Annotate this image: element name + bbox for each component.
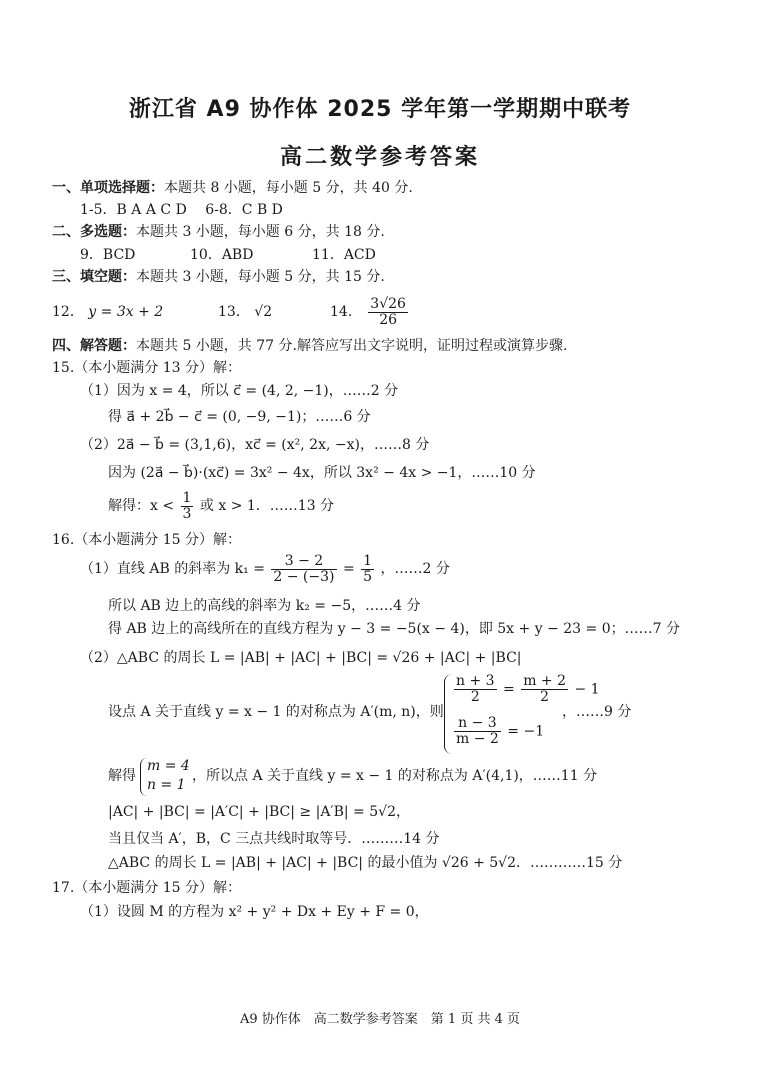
answer-12-num: 12． [52, 304, 84, 320]
q15-line-5-start: 解得：x < [108, 498, 175, 514]
q16-sys2-end: = −1 [507, 723, 545, 740]
section-4-desc: 本题共 5 小题，共 77 分.解答应写出文字说明，证明过程或演算步骤. [136, 338, 568, 354]
q16-sys1-equals: = [503, 681, 515, 698]
q16-line-6-start: 解得 [108, 768, 136, 784]
answer-12 [52, 302, 163, 322]
q16-slope-result-den: 5 [363, 568, 373, 585]
section-1 [52, 178, 413, 198]
answer-13-num: 13． [218, 304, 250, 320]
section-4 [52, 336, 567, 356]
answer-14-denominator: 26 [379, 311, 398, 328]
q17-heading: 17.（本小题满分 15 分）解： [52, 880, 241, 896]
q16-sys2-frac [454, 716, 501, 747]
q15-heading: 15.（本小题满分 13 分）解： [52, 360, 241, 376]
q16-line-7: |AC| + |BC| = |A′C| + |BC| ≥ |A′B| = 5√2， [108, 804, 410, 820]
section-1-desc: 本题共 8 小题，每小题 5 分，共 40 分. [164, 180, 413, 196]
answer-14-fraction [368, 297, 408, 328]
q15-fraction [181, 491, 194, 522]
q16-line-5-score: ，……9 分 [562, 704, 632, 720]
q16-line-6-end: ，所以点 A 关于直线 y = x − 1 的对称点为 A′(4,1)，……11 分 [192, 768, 598, 784]
q16-line-3: 得 AB 边上的高线所在的直线方程为 y − 3 = −5(x − 4)，即 5x + y − 23 = 0；……7 分 [108, 621, 680, 637]
q15-line-3: （2）2a⃗ − b⃗ = (3,1,6)，xc⃗ = (x², 2x, −x)，……8 分 [80, 437, 430, 453]
q15-fraction-den: 3 [182, 505, 192, 522]
answer-13 [218, 302, 272, 322]
q16-sys1-frac-a [454, 674, 497, 705]
document-title: 浙江省 A9 协作体 2025 学年第一学期期中联考 [128, 97, 632, 122]
q15-line-5 [108, 486, 334, 526]
answer-12-value: y = 3x + 2 [88, 304, 164, 320]
section-4-label: 四、解答题： [52, 338, 136, 354]
answer-11: 11．ACD [312, 247, 376, 263]
q16-result-m: m = 4 [147, 758, 190, 774]
q16-line-8: 当且仅当 A′，B，C 三点共线时取等号．………14 分 [108, 831, 440, 847]
section-3 [52, 267, 385, 287]
q16-sys1-a-den: 2 [470, 689, 480, 705]
q16-slope-den: 2 − (−3) [273, 568, 335, 585]
page-footer: A9 协作体 高二数学参考答案 第 1 页 共 4 页 [240, 1012, 520, 1027]
q16-slope-num: 3 − 2 [271, 554, 336, 570]
q16-slope-equals: = [342, 561, 355, 577]
q16-slope-result [361, 554, 374, 585]
answer-10: 10．ABD [190, 247, 254, 263]
q16-line-5: 设点 A 关于直线 y = x − 1 的对称点为 A′(m, n)，则 [108, 704, 444, 720]
answer-14-numerator: 3√26 [370, 295, 406, 312]
q16-sys1-a-num: n + 3 [456, 673, 495, 689]
q16-result-brace [140, 758, 147, 796]
section-3-label: 三、填空题： [52, 269, 136, 285]
answer-14 [330, 292, 410, 332]
q17-line-1: （1）设圆 M 的方程为 x² + y² + Dx + Ey + F = 0， [80, 904, 429, 920]
q15-line-4: 因为 (2a⃗ − b⃗)·(xc⃗) = 3x² − 4x，所以 3x² − 4x > −1，……10 分 [108, 465, 536, 481]
q15-line-2: 得 a⃗ + 2b⃗ − c⃗ = (0, −9, −1)；……6 分 [108, 409, 371, 425]
q16-slope-score: ，……2 分 [380, 561, 450, 577]
q16-slope-label: （1）直线 AB 的斜率为 k₁ = [80, 561, 265, 577]
q16-system-eq-1 [452, 674, 600, 705]
q16-slope-fraction [271, 554, 336, 585]
section-1-answers: 1-5．B A A C D 6-8．C B D [80, 202, 283, 218]
section-3-desc: 本题共 3 小题，每小题 5 分，共 15 分. [136, 269, 385, 285]
q16-sys2-num: n − 3 [454, 716, 501, 732]
q16-sys1-end: − 1 [574, 681, 600, 698]
q16-sys1-frac-b [521, 674, 568, 705]
q16-line-4: （2）△ABC 的周长 L = |AB| + |AC| + |BC| = √26 + |AC| + |BC| [80, 650, 522, 666]
section-2-label: 二、多选题： [52, 224, 136, 240]
section-1-label: 一、单项选择题： [52, 180, 164, 196]
q16-result-n: n = 1 [147, 777, 186, 793]
q16-result-system [147, 757, 190, 795]
section-2-desc: 本题共 3 小题，每小题 6 分，共 18 分. [136, 224, 385, 240]
q16-heading: 16.（本小题满分 15 分）解： [52, 532, 241, 548]
q16-line-1 [80, 549, 450, 589]
answer-13-value: √2 [254, 304, 273, 320]
q15-fraction-num: 1 [182, 489, 192, 506]
q16-line-2: 所以 AB 边上的高线的斜率为 k₂ = −5，……4 分 [108, 598, 421, 614]
q16-system-eq-2 [452, 716, 544, 747]
q15-line-1: （1）因为 x = 4，所以 c⃗ = (4, 2, −1)，……2 分 [80, 383, 399, 399]
q15-line-5-end: 或 x > 1．……13 分 [199, 498, 335, 514]
q16-sys2-den: m − 2 [456, 731, 499, 747]
answer-14-num: 14． [330, 304, 362, 320]
q16-sys1-b-den: 2 [540, 689, 550, 705]
q16-slope-result-num: 1 [363, 552, 373, 569]
answer-9: 9．BCD [80, 247, 136, 263]
q16-line-9: △ABC 的周长 L = |AB| + |AC| + |BC| 的最小值为 √26 + 5√2．…………15 分 [108, 855, 623, 871]
document-subtitle: 高二数学参考答案 [279, 145, 480, 170]
section-2 [52, 222, 385, 242]
q16-sys1-b-num: m + 2 [523, 673, 567, 689]
